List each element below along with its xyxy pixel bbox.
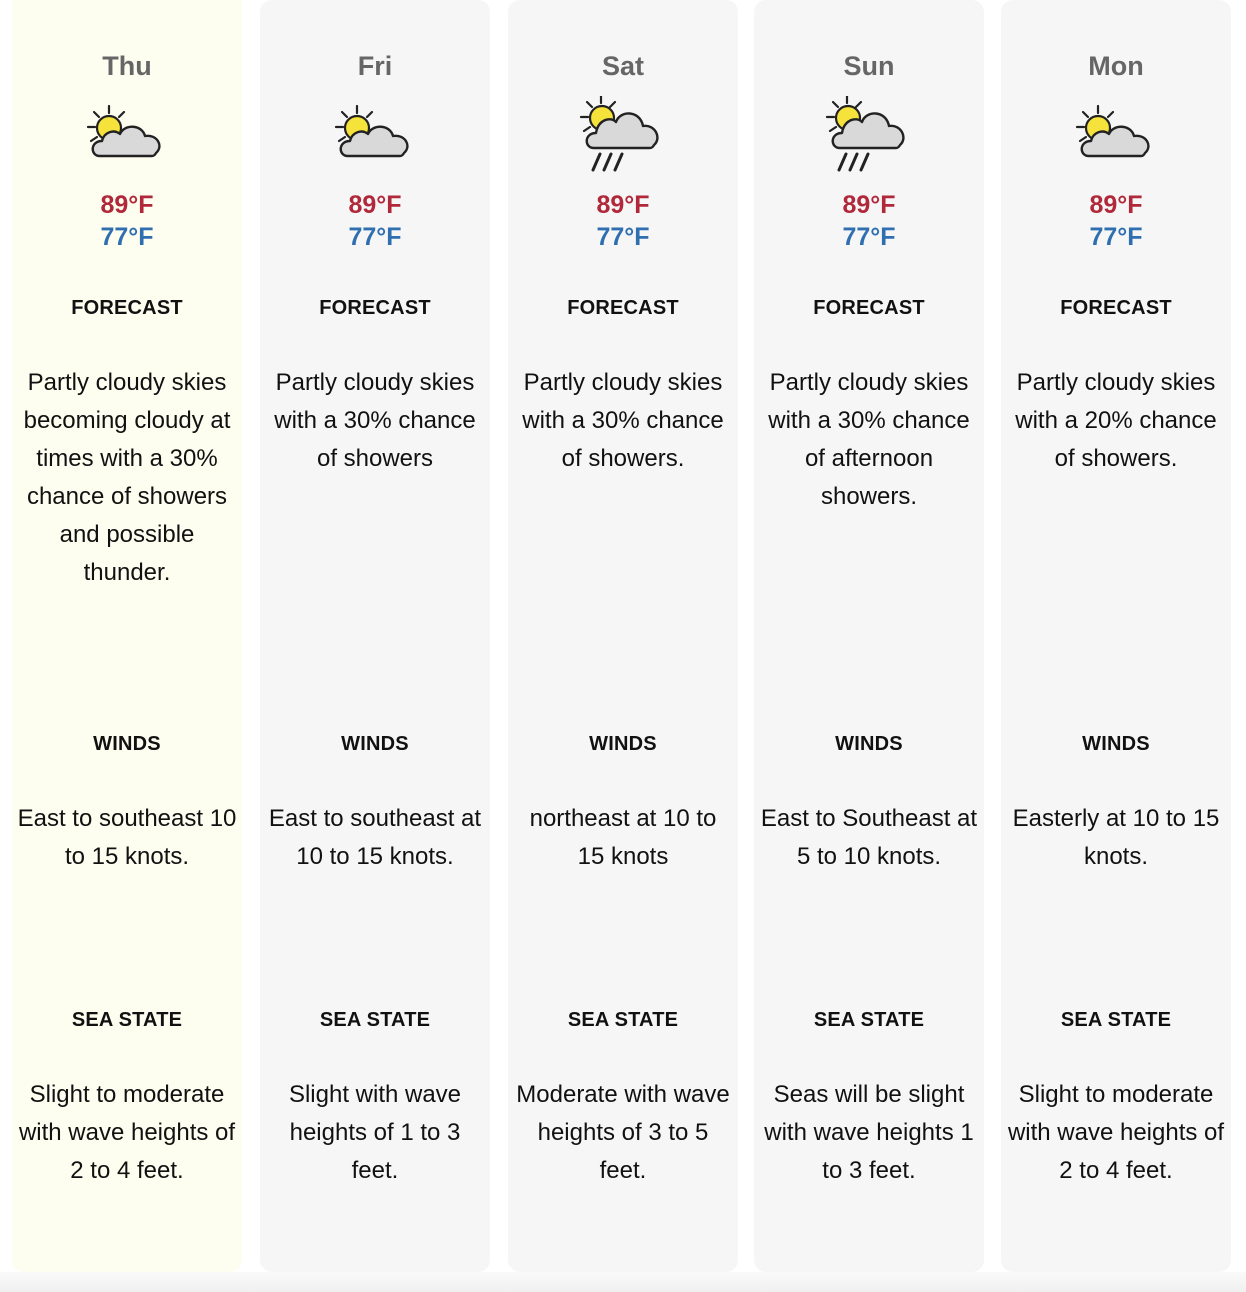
winds-text: Easterly at 10 to 15 knots. [1012,805,1220,870]
partly-cloudy-icon [330,96,420,176]
high-temp: 89°F [100,191,154,219]
winds-label: WINDS [93,733,161,755]
high-temp: 89°F [1089,191,1143,219]
sea-state-text: Slight to moderate with wave heights of 2 to 4 feet. [18,1081,236,1184]
forecast-text: Partly cloudy skies with a 30% chance of showers [274,369,476,472]
forecast-label: FORECAST [813,297,925,319]
low-temp: 77°F [842,223,896,251]
forecast-text: Partly cloudy skies with a 30% chance of showers. [522,369,724,472]
day-card-mon [1001,0,1231,1272]
forecast-label: FORECAST [71,297,183,319]
partly-cloudy-icon [1071,96,1161,176]
sea-state-label: SEA STATE [319,1009,431,1031]
forecast-text: Partly cloudy skies with a 20% chance of showers. [1015,369,1217,472]
winds-label: WINDS [1082,733,1150,755]
sea-state-label: SEA STATE [813,1009,925,1031]
winds-text: East to southeast 10 to 15 knots. [17,805,237,870]
winds-text: East to Southeast at 5 to 10 knots. [760,805,978,870]
sea-state-label: SEA STATE [1060,1009,1172,1031]
sea-state-text: Slight to moderate with wave heights of 2 to 4 feet. [1007,1081,1225,1184]
sea-state-text: Moderate with wave heights of 3 to 5 feet. [516,1081,730,1184]
low-temp: 77°F [1089,223,1143,251]
day-name: Sun [843,51,895,81]
sea-state-label: SEA STATE [71,1009,183,1031]
day-card-fri [260,0,490,1272]
day-card-thu [12,0,242,1272]
low-temp: 77°F [348,223,402,251]
partly-cloudy-icon [82,96,172,176]
day-name: Fri [357,51,393,81]
sea-state-text: Seas will be slight with wave heights 1 to 3 feet. [764,1081,974,1184]
showers-icon [824,96,914,176]
bottom-shade [0,1272,1246,1292]
forecast-label: FORECAST [319,297,431,319]
forecast-label: FORECAST [567,297,679,319]
day-card-sat [508,0,738,1272]
high-temp: 89°F [842,191,896,219]
winds-label: WINDS [589,733,657,755]
showers-icon [578,96,668,176]
high-temp: 89°F [596,191,650,219]
sea-state-label: SEA STATE [567,1009,679,1031]
winds-label: WINDS [835,733,903,755]
winds-label: WINDS [341,733,409,755]
low-temp: 77°F [100,223,154,251]
forecast-label: FORECAST [1060,297,1172,319]
low-temp: 77°F [596,223,650,251]
winds-text: East to southeast at 10 to 15 knots. [268,805,482,870]
forecast-text: Partly cloudy skies becoming cloudy at times with a 30% chance of showers and possible thunder. [23,369,231,586]
winds-text: northeast at 10 to 15 knots [529,805,717,870]
forecast-text: Partly cloudy skies with a 30% chance of afternoon showers. [768,369,970,510]
sea-state-text: Slight with wave heights of 1 to 3 feet. [288,1081,462,1184]
day-name: Sat [601,51,645,81]
day-name: Mon [1088,51,1144,81]
day-card-sun [754,0,984,1272]
high-temp: 89°F [348,191,402,219]
day-name: Thu [102,51,152,81]
